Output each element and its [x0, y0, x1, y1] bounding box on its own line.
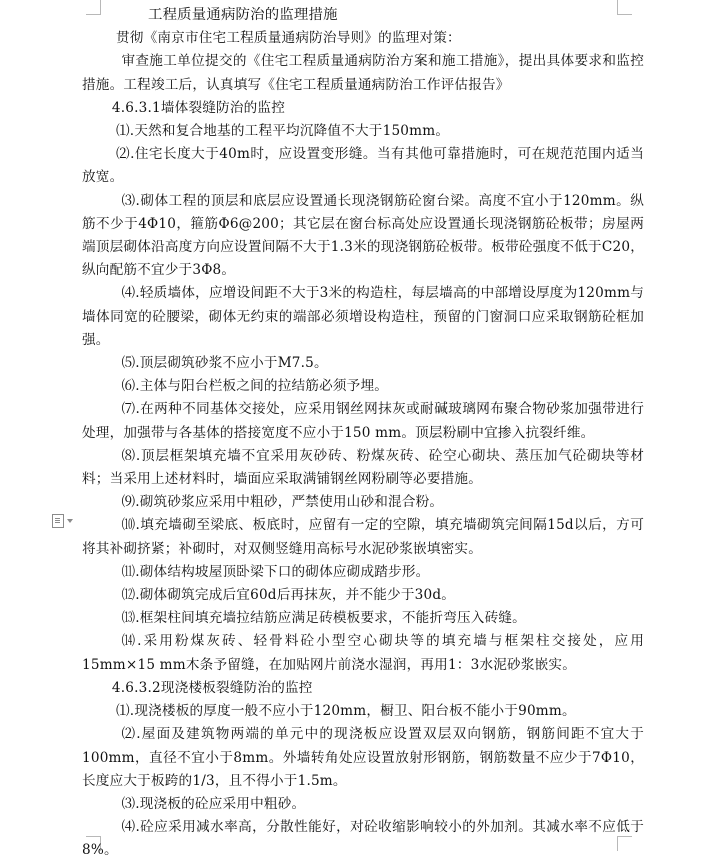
paragraph: ⑶.现浇板的砼应采用中粗砂。 — [121, 795, 306, 812]
paragraph: ⑾.砌体结构坡屋顶卧梁下口的砌体应砌成踏步形。 — [121, 563, 430, 580]
paragraph: ⑿.砌体砌筑完成后宜60d后再抹灰，并不能少于30d。 — [121, 587, 456, 604]
paragraph: 审查施工单位提交的《住宅工程质量通病防治方案和施工措施》，提出具体要求和监控措施。工程竣工后，认真填写《住宅工程质量通病防治工作评估报告》 — [82, 53, 644, 93]
paragraph: ⑼.砌筑砂浆应采用中粗砂，严禁使用山砂和混合粉。 — [121, 494, 444, 511]
paragraph: ⑶.砌体工程的顶层和底层应设置通长现浇钢筋砼窗台梁。高度不宜小于120mm。纵筋不少于4Φ10，箍筋Φ6@200；其它层在窗台标高处应设置通长现浇钢筋砼板带；房屋两端顶层砌体沿高度方向应设置间隔不大于1.3米的现浇钢筋砼板带。板带砼强度不低于C20，纵向配筋不宜少于3Φ8。 — [82, 192, 644, 279]
section-heading: 4.6.3.2现浇楼板裂缝防治的监控 — [111, 679, 313, 696]
paragraph: ⑴.现浇楼板的厚度一般不应小于120mm，橱卫、阳台板不能小于90mm。 — [116, 703, 576, 720]
document-options-icon — [52, 514, 64, 528]
paragraph: ⑷.砼应采用减水率高，分散性能好，对砼收缩影响较小的外加剂。其减水率不应低于8%。 — [82, 819, 644, 859]
paragraph: ⑻.顶层框架填充墙不宜采用灰砂砖、粉煤灰砖、砼空心砌块、蒸压加气砼砌块等材料；当采用上述材料时，墙面应采取满铺钢丝网粉刷等必要措施。 — [82, 447, 644, 488]
paragraph: ⑵.住宅长度大于40m时，应设置变形缝。当有其他可靠措施时，可在规范范围内适当放宽。 — [82, 146, 644, 186]
section-heading: 4.6.3.1墙体裂缝防治的监控 — [111, 99, 286, 116]
paragraph: ⑵.屋面及建筑物两端的单元中的现浇板应设置双层双向钢筋，钢筋间距不宜大于100mm，直径不宜小于8mm。外墙转角处应设置放射形钢筋，钢筋数量不应少于7Φ10，长度应大于板跨的1/3，且不得小于1.5m。 — [82, 726, 644, 789]
paragraph: ⑷.轻质墙体，应增设间距不大于3米的构造柱，每层墙高的中部增设厚度为120mm与墙体同宽的砼腰梁，砌体无约束的端部必须增设构造柱，预留的门窗洞口应采取钢筋砼框加强。 — [82, 285, 644, 348]
paragraph: ⑺.在两种不同基体交接处，应采用钢丝网抹灰或耐碱玻璃网布聚合物砂浆加强带进行处理，加强带与各基体的搭接宽度不应小于150 mm。顶层粉刷中宜掺入抗裂纤维。 — [82, 401, 644, 441]
paragraph: ⒀.框架柱间填充墙拉结筋应满足砖模板要求，不能折弯压入砖缝。 — [121, 610, 526, 627]
chevron-down-icon — [67, 519, 73, 523]
paragraph: ⑴.天然和复合地基的工程平均沉降值不大于150mm。 — [116, 123, 450, 140]
paragraph: ⑹.主体与阳台栏板之间的拉结筋必须予埋。 — [121, 378, 389, 395]
document-body[interactable] — [82, 4, 644, 863]
paragraph: 贯彻《南京市住宅工程质量通病防治导则》的监理对策： — [116, 30, 461, 47]
paragraph-options-button[interactable] — [52, 513, 78, 529]
paragraph: ⒁.采用粉煤灰砖、轻骨料砼小型空心砌块等的填充墙与框架柱交接处，应用15mm×15 mm木条予留缝，在加贴网片前浇水湿润，再用1：3水泥砂浆嵌实。 — [82, 633, 644, 673]
paragraph: ⑽.填充墙砌至梁底、板底时，应留有一定的空隙，填充墙砌筑完间隔15d以后，方可将其补砌挤紧；补砌时，对双侧竖缝用高标号水泥砂浆嵌填密实。 — [82, 517, 644, 557]
document-title: 工程质量通病防治的监理措施 — [148, 7, 338, 23]
paragraph: ⑸.顶层砌筑砂浆不应小于M7.5。 — [121, 355, 328, 372]
